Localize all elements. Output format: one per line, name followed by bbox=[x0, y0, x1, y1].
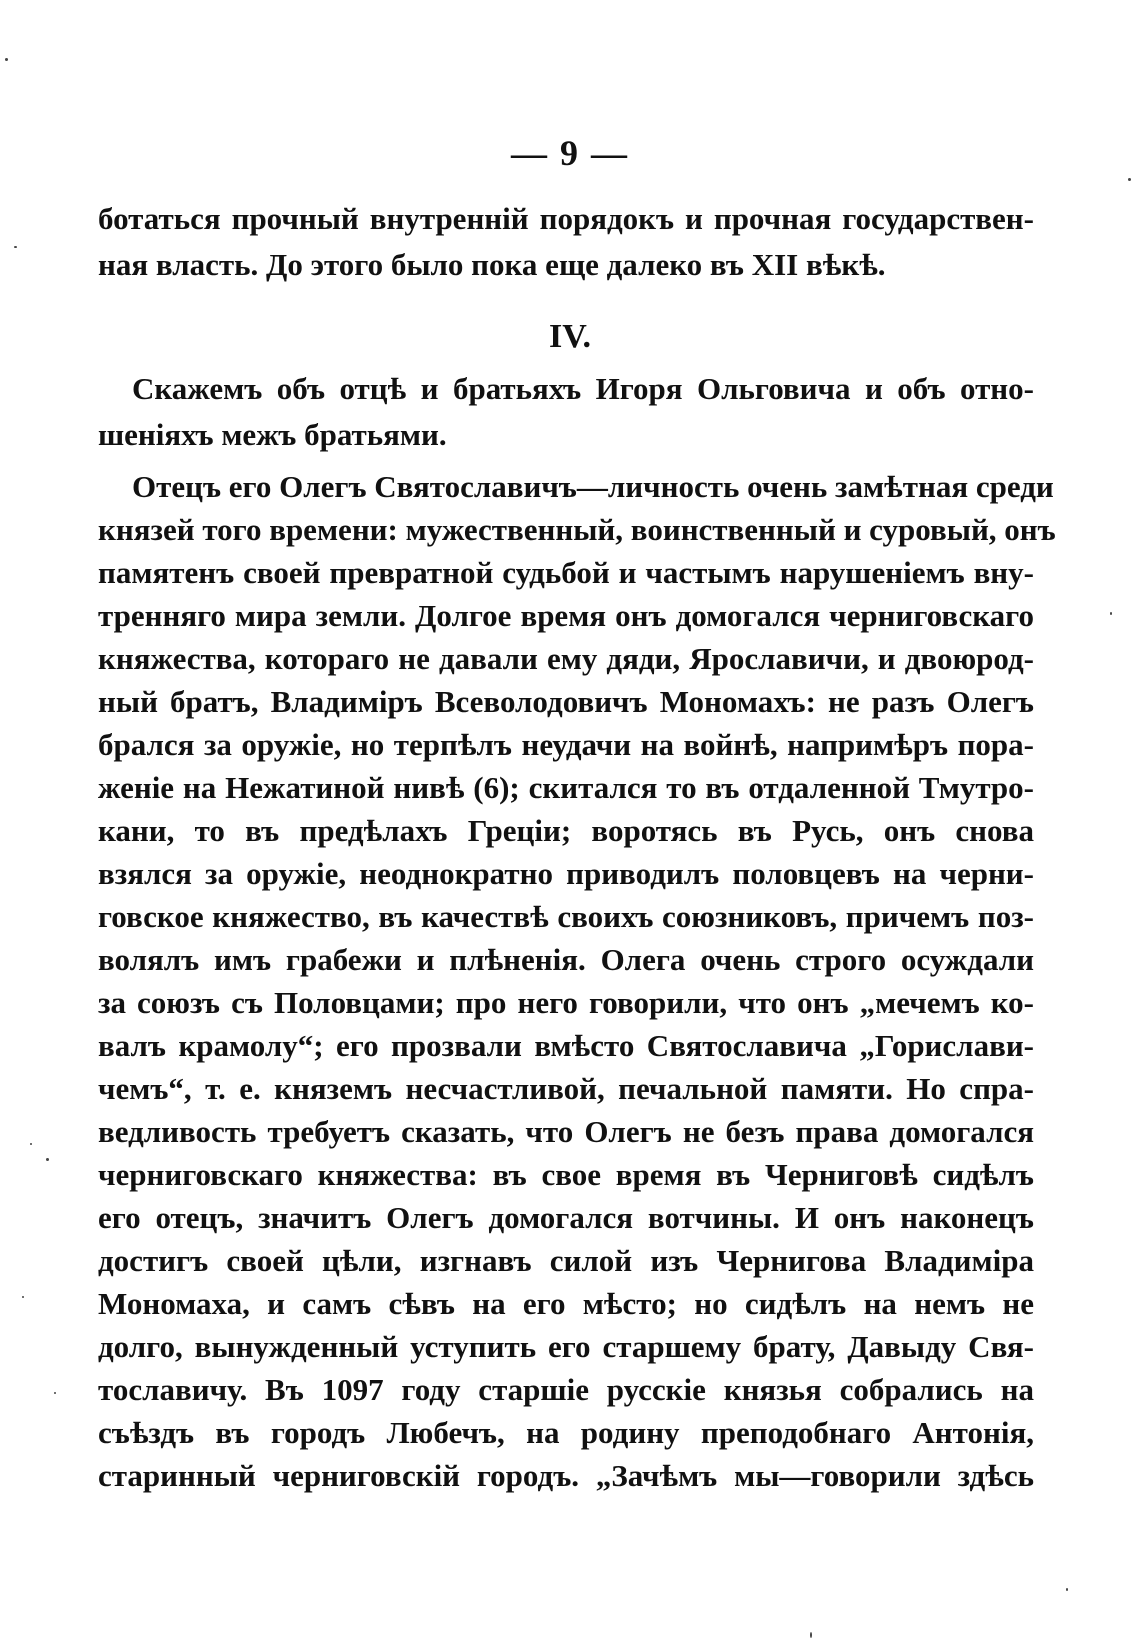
text-line: кани, то въ предѣлахъ Греціи; воротясь въ Русь, онъ снова bbox=[98, 813, 1034, 848]
text-line: съѣздъ въ городъ Любечъ, на родину преподобнаго Антонія, bbox=[98, 1415, 1034, 1450]
scan-speck bbox=[810, 1632, 812, 1638]
text-line: ный братъ, Владиміръ Всеволодовичъ Мономахъ: не разъ Олегъ bbox=[98, 684, 1034, 719]
text-line: ная власть. До этого было пока еще далеко въ XII вѣкѣ. bbox=[98, 247, 886, 282]
text-line: за союзъ съ Половцами; про него говорили, что онъ „мечемъ ко- bbox=[98, 985, 1034, 1020]
text-line: старинный черниговскій городъ. „Зачѣмъ мы—говорили здѣсь bbox=[98, 1458, 1034, 1493]
scan-speck bbox=[5, 58, 8, 61]
text-line: его отецъ, значитъ Олегъ домогался вотчины. И онъ наконецъ bbox=[98, 1200, 1034, 1235]
text-line: памятенъ своей превратной судьбой и частымъ нарушеніемъ вну- bbox=[98, 555, 1034, 590]
scan-speck bbox=[54, 1392, 56, 1394]
text-line: ведливость требуетъ сказать, что Олегъ не безъ права домогался bbox=[98, 1114, 1034, 1149]
text-line: брался за оружіе, но терпѣлъ неудачи на войнѣ, напримѣръ пора- bbox=[98, 727, 1034, 762]
text-line: тренняго мира земли. Долгое время онъ домогался черниговскаго bbox=[98, 598, 1034, 633]
text-line: говское княжество, въ качествѣ своихъ союзниковъ, причемъ поз- bbox=[98, 899, 1034, 934]
text-line: женіе на Нежатиной нивѣ (6); скитался то въ отдаленной Тмутро- bbox=[98, 770, 1034, 805]
scan-speck bbox=[1128, 178, 1131, 181]
text-line: валъ крамолу“; его прозвали вмѣсто Святославича „Горислави- bbox=[98, 1028, 1034, 1063]
text-line: тославичу. Въ 1097 году старшіе русскіе князья собрались на bbox=[98, 1372, 1034, 1407]
text-line: чемъ“, т. е. княземъ несчастливой, печальной памяти. Но спра- bbox=[98, 1071, 1034, 1106]
text-line: черниговскаго княжества: въ свое время въ Черниговѣ сидѣлъ bbox=[98, 1157, 1034, 1192]
section-heading: IV. bbox=[549, 318, 591, 355]
text-line: взялся за оружіе, неоднократно приводилъ половцевъ на черни- bbox=[98, 856, 1034, 891]
text-line: достигъ своей цѣли, изгнавъ силой изъ Чернигова Владиміра bbox=[98, 1243, 1034, 1278]
text-line: шеніяхъ межъ братьями. bbox=[98, 417, 447, 452]
scan-speck bbox=[30, 1143, 32, 1145]
text-line: ботаться прочный внутренній порядокъ и прочная государствен- bbox=[98, 201, 1034, 236]
scan-speck bbox=[1066, 1588, 1068, 1591]
scan-speck bbox=[46, 1158, 49, 1161]
text-line: князей того времени: мужественный, воинственный и суровый, онъ bbox=[98, 512, 1056, 547]
text-line: Мономаха, и самъ сѣвъ на его мѣсто; но сидѣлъ на немъ не bbox=[98, 1286, 1034, 1321]
text-line: Скажемъ объ отцѣ и братьяхъ Игоря Ольговича и объ отно- bbox=[132, 371, 1034, 406]
text-line: долго, вынужденный уступить его старшему брату, Давыду Свя- bbox=[98, 1329, 1034, 1364]
scan-speck bbox=[22, 1296, 24, 1298]
scan-speck bbox=[14, 246, 17, 248]
page-number: — 9 — bbox=[511, 133, 629, 173]
text-line: Отецъ его Олегъ Святославичъ—личность очень замѣтная среди bbox=[132, 469, 1054, 504]
text-line: волялъ имъ грабежи и плѣненія. Олега очень строго осуждали bbox=[98, 942, 1034, 977]
scan-speck bbox=[1110, 612, 1112, 615]
text-line: княжества, котораго не давали ему дяди, Ярославичи, и двоюрод- bbox=[98, 641, 1034, 676]
